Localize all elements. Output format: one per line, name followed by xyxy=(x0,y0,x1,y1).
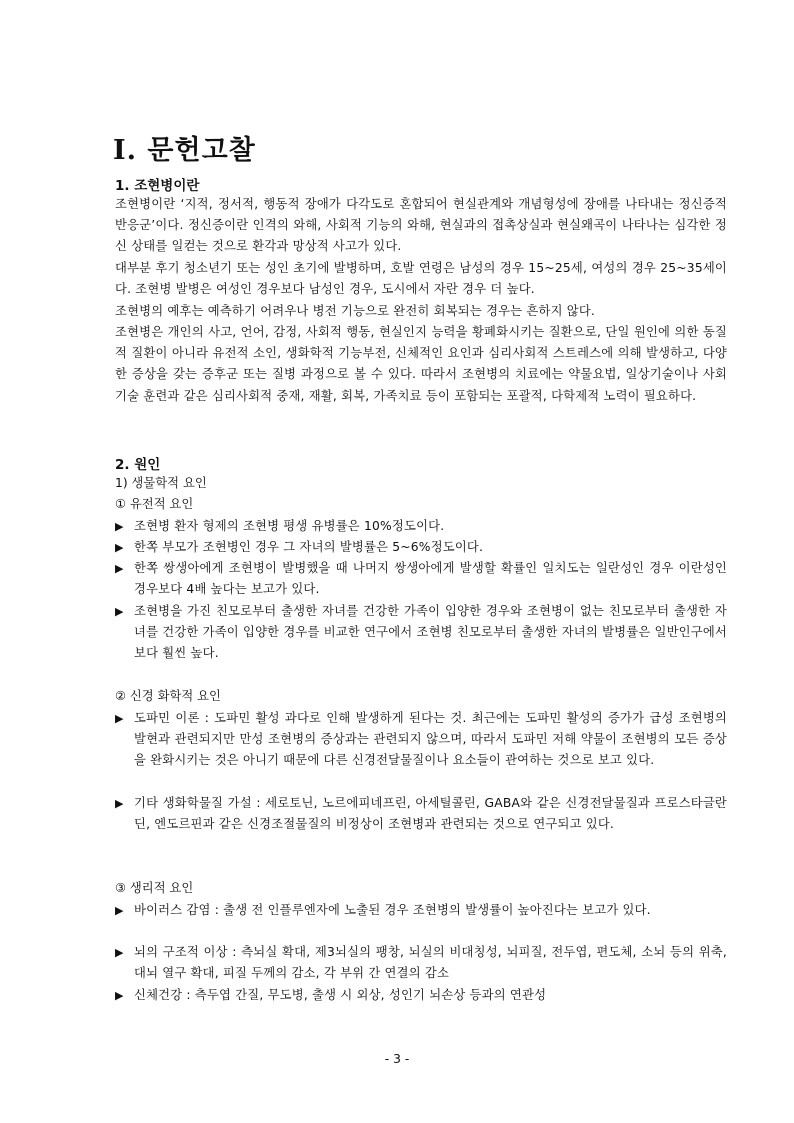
triangle-bullet-icon: ▶ xyxy=(115,605,124,618)
paragraph-prognosis: 조현병의 예후는 예측하기 어려우나 병전 기능으로 완전히 회복되는 경우는 흔하지 않다. xyxy=(115,304,596,318)
paragraph-treatment: 조현병은 개인의 사고, 언어, 감정, 사회적 행동, 현실인지 능력을 황폐화시키는 질환으로, 단일 원인에 의한 동질적 질환이 아니라 유전적 소인, 생화학적 기능부전, 신체적인 요인과 심리사회적 스트레스에 의해 발생하고, 다양한 증상을 갖는 증후군 또는 질병 과정으로 볼 수 있다. 따라서 조현병의 치료에는 약물요법, 일상기술이나 사회기술 훈련과 같은 심리사회적 중재, 재활, 회복, 가족치료 등이 포함되는 포괄적, 다학제적 노력이 필요하다. xyxy=(115,325,727,403)
section-heading-causes: 2. 원인 xyxy=(115,457,161,473)
list-item: ▶ 도파민 이론 : 도파민 활성 과다로 인해 발생하게 된다는 것. 최근에는 도파민 활성의 증가가 급성 조현병의 발현과 관련되지만 만성 조현병의 증상과는 관련되지 않으며, 따라서 도파민 저해 약물이 조현병의 모든 증상을 완화시키는 것은 아니기 때문에 다른 신경전달물질이나 요소들이 관여하는 것으로 보고 있다. xyxy=(115,708,727,772)
section-heading-definition: 1. 조현병이란 xyxy=(115,178,200,194)
page-number: - 3 - xyxy=(384,1052,410,1066)
group-label-genetic: ① 유전적 요인 xyxy=(115,497,194,511)
triangle-bullet-icon: ▶ xyxy=(115,946,124,959)
list-item: ▶ 조현병 환자 형제의 조현병 평생 유병률은 10%정도이다. xyxy=(115,516,727,537)
paragraph-onset: 대부분 후기 청소년기 또는 성인 초기에 발병하며, 호발 연령은 남성의 경우 15~25세, 여성의 경우 25~35세이다. 조현병 발병은 여성인 경우보다 남성인 경우, 도시에서 자란 경우 더 높다. xyxy=(115,261,727,297)
list-item: ▶ 신체건강 : 측두엽 간질, 무도병, 출생 시 외상, 성인기 뇌손상 등과의 연관성 xyxy=(115,985,727,1006)
list-item: ▶ 바이러스 감염 : 출생 전 인플루엔자에 노출된 경우 조현병의 발생률이 높아진다는 보고가 있다. xyxy=(115,900,727,921)
list-item: ▶ 한쪽 쌍생아에게 조현병이 발병했을 때 나머지 쌍생아에게 발생할 확률인 일치도는 일란성인 경우 이란성인 경우보다 4배 높다는 보고가 있다. xyxy=(115,558,727,600)
group-label-physiological: ③ 생리적 요인 xyxy=(115,881,194,895)
triangle-bullet-icon: ▶ xyxy=(115,541,124,554)
page-title: I. 문헌고찰 xyxy=(113,135,256,166)
triangle-bullet-icon: ▶ xyxy=(115,712,124,725)
group-label-neurochemical: ② 신경 화학적 요인 xyxy=(115,689,221,703)
triangle-bullet-icon: ▶ xyxy=(115,904,124,917)
triangle-bullet-icon: ▶ xyxy=(115,562,124,575)
subsection-biological: 1) 생물학적 요인 xyxy=(115,476,207,490)
list-item: ▶ 한쪽 부모가 조현병인 경우 그 자녀의 발병률은 5~6%정도이다. xyxy=(115,537,727,558)
list-item: ▶ 뇌의 구조적 이상 : 측뇌실 확대, 제3뇌실의 팽창, 뇌실의 비대칭성, 뇌피질, 전두엽, 편도체, 소뇌 등의 위축, 대뇌 열구 확대, 피질 두께의 감소, 각 부위 간 연결의 감소 xyxy=(115,942,727,984)
triangle-bullet-icon: ▶ xyxy=(115,989,124,1002)
list-item: ▶ 조현병을 가진 친모로부터 출생한 자녀를 건강한 가족이 입양한 경우와 조현병이 없는 친모로부터 출생한 자녀를 건강한 가족이 입양한 경우를 비교한 연구에서 조현병 친모로부터 출생한 자녀의 발병률은 일반인구에서보다 훨씬 높다. xyxy=(115,601,727,665)
paragraph-definition: 조현병이란 ‘지적, 정서적, 행동적 장애가 다각도로 혼합되어 현실관계와 개념형성에 장애를 나타내는 정신증적 반응군’이다. 정신증이란 인격의 와해, 사회적 기능의 와해, 현실과의 접촉상실과 현실왜곡이 나타나는 심각한 정신 상태를 일컫는 것으로 환각과 망상적 사고가 있다. xyxy=(115,197,727,254)
triangle-bullet-icon: ▶ xyxy=(115,797,124,810)
list-item: ▶ 기타 생화학물질 가설 : 세로토닌, 노르에피네프린, 아세틸콜린, GABA와 같은 신경전달물질과 프로스타글란딘, 엔도르핀과 같은 신경조절물질의 비정상이 조현병과 관련되는 것으로 연구되고 있다. xyxy=(115,793,727,835)
triangle-bullet-icon: ▶ xyxy=(115,520,124,533)
